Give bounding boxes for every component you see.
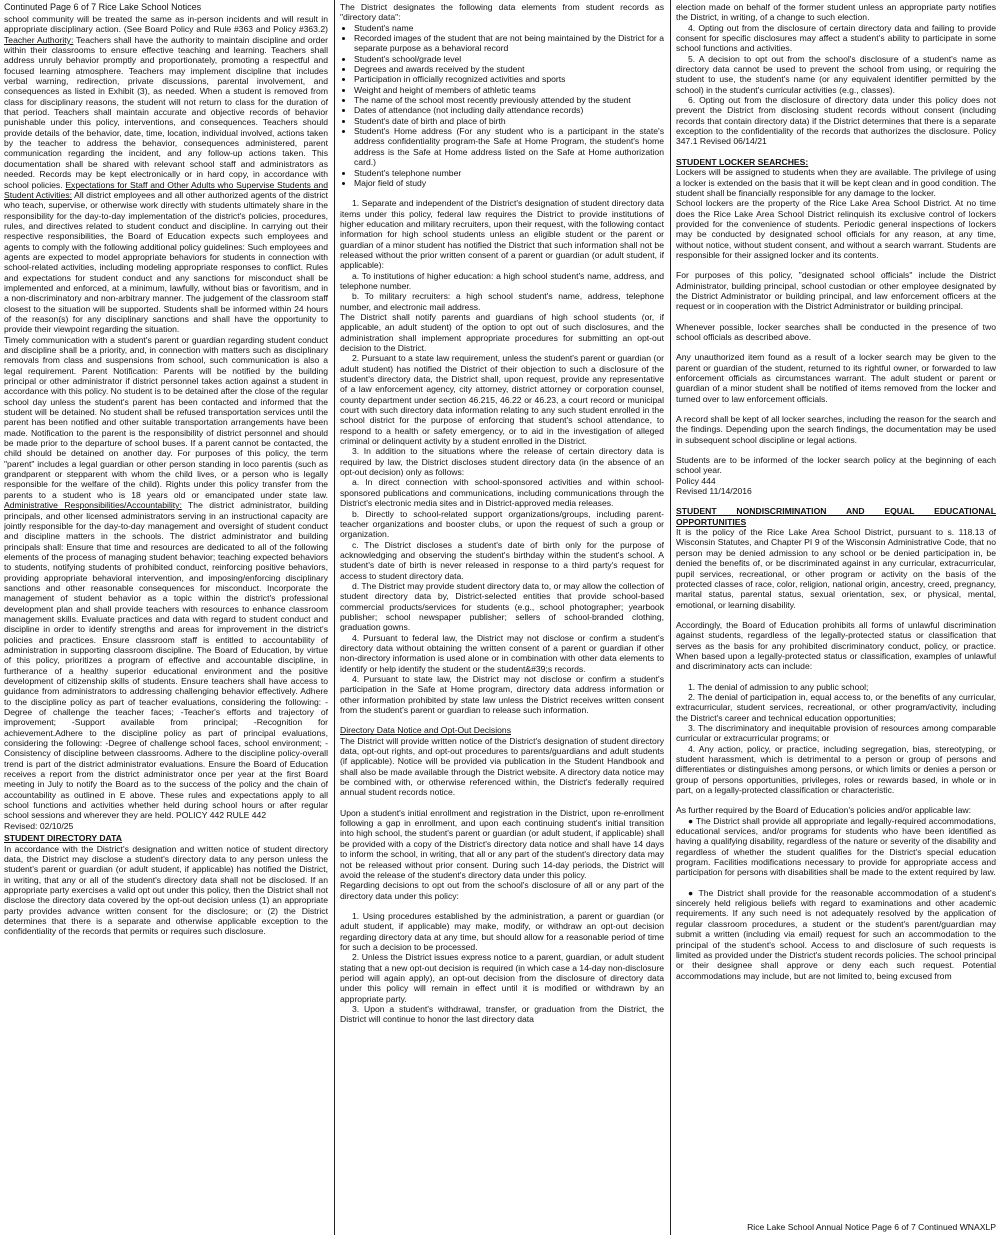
opt-out-item-1: 1. Using procedures established by the administration, a parent or guardian (or adult student, if applicable) may make, modify, or withdraw an opt-out decision regarding directory data at any time, but should allow for a reasonable period of time for such a decision to be processed. (340, 910, 664, 952)
date-of-birth-item: c. The District discloses a student's date of birth only for the purpose of acknowledging and observing the student's birthday within the student's school. A student's date of birth is never released in response to a third party's request for access to student directory data. (340, 539, 664, 581)
list-item: • Degrees and awards received by the student (354, 64, 664, 74)
column-divider (334, 0, 335, 1235)
list-item: • Student's school/grade level (354, 54, 664, 64)
nondiscrimination-paragraph-2: Accordingly, the Board of Education prohibits all forms of unlawful discrimination against students, regardless of the legally-protected status or classification that serves as the basis for any prohibited discriminatory conduct, policy, or practice. When based upon a legally-protected status or classification, examples of unlawful and discriminatory acts can include: (676, 619, 996, 672)
support-organizations-item: b. Directly to school-related support organizations/groups, including parent-teacher organizations and booster clubs, or upon the request of such a group or organization. (340, 508, 664, 540)
nondiscrimination-heading: STUDENT NONDISCRIMINATION AND EQUAL EDUCATIONAL OPPORTUNITIES (676, 506, 996, 527)
list-item: • Weight and height of members of athletic teams (354, 85, 664, 95)
nondiscrimination-item-3: 3. The discriminatory and inequitable provision of resources among comparable curricular or extracurricular programs; or (676, 722, 996, 744)
federal-consent-paragraph: 4. Pursuant to federal law, the District may not disclose or confirm a student's directory data without obtaining the written consent of a parent or guardian if other non-directory information is used alone or in combination with other data elements to identify or help identify the student or the student&#39;s records. (340, 632, 664, 674)
nondiscrimination-paragraph-1: It is the policy of the Rice Lake Area School District, pursuant to s. 118.13 of Wisconsin Statutes, and Chapter PI 9 of the Wisconsin Administrative Code, that no person may be denied admission to any school or be denied participation in, be denied the benefits of, or be discriminated against in any curricular, extracurricular, pupil services, recreational, or other program or activity on the basis of the protected classes of race, color, religion, national origin, ancestry, creed, pregnancy, marital status, parental status, sexual orientation, sex, or physical, mental, emotional, or learning disability. (676, 527, 996, 610)
list-item: • Student's name (354, 23, 664, 33)
locker-paragraph-4: Whenever possible, locker searches shall be conducted in the presence of two school officials as described above. (676, 321, 996, 342)
opt-out-decisions-paragraph: Regarding decisions to opt out from the school's disclosure of all or any part of the directory data under this policy: (340, 880, 664, 901)
written-notice-paragraph: The District will provide written notice of the District's designation of student directory data, opt-out rights, and opt-out procedures to parents/guardians and adult students (if applicable). Notice will be provided via publication in the Student Handbook and shall also be made available through the District website. A directory data notice may be combined with, or otherwise referenced within, the District's federally required annual student records notice. (340, 735, 664, 798)
opt-out-item-6: 6. Opting out from the disclosure of directory data under this policy does not prevent the District from disclosing student records without consent (including records that contain directory data) if the District determines that there is a separate exception to the confidentiality of the records that authorizes the disclosure. Policy 347.1 Revised 06/14/21 (676, 95, 996, 147)
column-divider (670, 0, 671, 1235)
locker-paragraph-1: Lockers will be assigned to students when they are available. The privilege of using a locker is extended on the basis that it will be kept clean and in good condition. The student shall be financially responsible for any damage to the locker. (676, 167, 996, 198)
list-item: • Student's Home address (For any student who is a participant in the state's address confidentiality program-the Safe at Home Program, the student's home address is the Safe at Home address listed on the Safe at Home authorization card.) (354, 126, 664, 167)
list-item: • Dates of attendance (not including daily attendance records) (354, 105, 664, 115)
disclosure-situations-paragraph: 3. In addition to the situations where the release of certain directory data is required by law, the District discloses student directory data (in the absence of an opt-out decision) only as follows: (340, 446, 664, 478)
federal-law-paragraph: 1. Separate and independent of the District's designation of student directory data items under this policy, federal law requires the District to provide institutions of higher education and military recruiters, upon their request, with the following contact information for high school students unless an eligible student or the parent or guardian of a minor student has notified the District that such information shall not be released without the prior written consent of a parent or guardian (or adult student, if applicable): (340, 198, 664, 271)
higher-education-item: a. To institutions of higher education: a high school student's name, address, and telephone number. (340, 270, 664, 291)
locker-searches-heading: STUDENT LOCKER SEARCHES: (676, 156, 809, 167)
religious-accommodations-bullet: ● The District shall provide for the reasonable accommodation of a student's sincerely held religious beliefs with regard to examinations and other academic requirements. If any such need is not adequately resolved by the application of regular classroom procedures, a student or the student's parent/guardian may submit a written (including via email) request for such an accommodation to the principal of the student's school. Access to and disclosure of such requests is limited as provided under the District's student records policies. The school principal or their designee shall approve or deny each such request. Potential accommodations may include, but are not limited to, being excused from (676, 887, 996, 981)
locker-paragraph-2: School lockers are the property of the Rice Lake Area School District. At no time does the Rice Lake Area School District relinquish its exclusive control of lockers provided for the convenience of students. Periodic general inspections of lockers may be conducted by designated school officials for any reason, at any time, without notice, without student consent, and without a search warrant. Students are responsible for their assigned locker and its contents. (676, 198, 996, 260)
opt-out-item-3-continued: election made on behalf of the former student unless an appropriate party notifies the District, in writing, of a change to such election. (676, 2, 996, 23)
list-item: • Major field of study (354, 178, 664, 188)
directory-data-list (340, 23, 664, 189)
locker-revised-date: Revised 11/14/2016 (676, 486, 752, 497)
enrollment-paragraph: Upon a student's initial enrollment and registration in the District, upon re-enrollment following a gap in enrollment, and upon each continuing student's initial transition into high school, the student's parent or guardian (or adult student, if applicable) shall be provided with a copy of the District's directory data notice and shall have 14 days to inform the school, in writing, that all or any part of the student's directory data may not be released without prior consent. During such 14-day periods, the District will avoid the release of the student's directory data under this policy. (340, 807, 664, 880)
communication-paragraph: Timely communication with a student's parent or guardian regarding student conduct and discipline shall be a priority, and, in connection with matters such as disciplinary removals from class and suspensions from school, such communication is also a legal requirement. Parent Notification: Parents will be notified by the building principal or other administrator if district personnel takes action against a student in accordance with this policy. No student is to be detained after the close of the regular school day unless the student's parent has been contacted and informed that the student will be detained. No student shall be refused transportation services until the parent has been notified and other suitable transportation arrangements have been made. Notification to the parent is the responsibility of district personnel and should be made prior to the departure of school buses. If a parent cannot be contacted, the child should be detained on another day. For purposes of this policy, the term "parent" includes a legal guardian or other person standing in loco parentis (such as grandparent or stepparent with whom the child lives, or a person who is legally responsible for the welfare of the child). Rights under this policy transfer from the parents to a student who is 18 years old or emancipated under state law. Administrative Responsibilities/Accountability: The district administrator, building principals, and other licensed administrators serving in an instructional capacity are jointly responsible for the day-to-day management and oversight of student conduct and discipline matters in the schools. The district administrator and building principals shall: Ensure that time and resources are dedicated to all of the following elements of the process of managing student behavior; teaching expected behaviors to students, notifying students of prohibited conduct, reinforcing positive behaviors, providing appropriate behavioral intervention, and imposing/enforcing disciplinary sanctions and other reasonable consequences for misconduct. Incorporate the management of student behavior as a topic within the district's professional development plan and shall provide teachers with resources to enhance classroom management skills. Evaluate practices and data with regard to student conduct and discipline in order to identify strengths and areas for improvement in the district's policies and practices. Ensure classroom staff is entitled to accountability of administration in supporting classroom discipline. The Board of Education, by virtue of this policy, prioritizes a program of effective and accountable discipline, in furtherance of a healthy superior educational environment and the positive development of citizenship skills of students. Ensure teachers shall have access to guidance from administrators to addressing challenging behavior effectively. Adhere to the discipline policy as part of teacher evaluations, considering the following: - Degree of challenge the teacher faces; -Teacher's efforts and trajectory of improvement; -Support available from principal; -Recognition for achievement.Adhere to the discipline policy as part of principal evaluations, considering the following: -Degree of challenge school faces, school environment; -Consistency of discipline between classrooms. Adhere to the discipline policy-overall trend is part of the district administrator evaluations. Ensure the Board of Education receives a report from the district administrator once per year at the first Board meeting in July to notify the Board as to the success of the policy and the chain of accountability as outlined in E above. These rules and expectations apply to all school functions and activities whether held during school hours or after regular school sessions and wherever they are held. POLICY 442 RULE 442 (4, 334, 328, 821)
notice-opt-out-heading: Directory Data Notice and Opt-Out Decisions (340, 725, 511, 736)
directory-data-paragraph: In accordance with the District's designation and written notice of student directory data, the District may disclose a student's directory data to any person unless the student's parent or guardian (or adult student, if applicable) has notified the District, in writing, that any or all of the student's directory data shall not be disclosed. If an appropriate party exercises a valid opt out under this policy, then the District shall not disclose the directory data covered by the opt-out decision unless (1) an appropriate party provides advance written consent for the disclosure; or (2) the District determines that there is a separate and otherwise applicable exception to the confidentiality of the records that permits or requires such disclosure. (4, 843, 328, 937)
locker-paragraph-6: A record shall be kept of all locker searches, including the reason for the search and the findings. Depending upon the search findings, the documentation may be used in subsequent school discipline or legal actions. (676, 414, 996, 445)
state-law-paragraph: 2. Pursuant to a state law requirement, unless the student's parent or guardian (or adult student) has notified the District of their objection to such a disclosure of the student's directory data, the District shall, upon request, provide any representative of a law enforcement agency, city attorney, district attorney or corporation counsel, county department under section 46.215, 46.22 or 46.23, a court record or municipal court with such directory data information relating to any such student enrolled in the school district for the purpose of enforcing that student's school attendance, to respond to a health or safety emergency, or to aid in the investigation of alleged criminal or delinquent activity by a student enrolled in the District. (340, 353, 664, 447)
list-item: • Participation in officially recognized activities and sports (354, 74, 664, 84)
page-header: Continuted Page 6 of 7 Rice Lake School Notices (4, 2, 202, 12)
list-item: • Student's telephone number (354, 168, 664, 178)
list-item: • The name of the school most recently previously attended by the student (354, 95, 664, 105)
directory-data-heading: STUDENT DIRECTORY DATA (4, 833, 122, 844)
school-activities-item: a. In direct connection with school-sponsored activities and within school-sponsored publications and communications, including communications through the District's electronic media sites and in District-approved media releases. (340, 477, 664, 509)
list-item: • Student's date of birth and place of birth (354, 116, 664, 126)
column-3 (676, 0, 996, 1235)
locker-paragraph-3: For purposes of this policy, "designated school officials" include the District Administrator, building principal, school custodian or other employee designated by the District Administrator or building principal, and law enforcement officers at the request or in cooperation with the District Administrator or building principal. (676, 270, 996, 312)
nondiscrimination-item-4: 4. Any action, policy, or practice, including segregation, bias, stereotyping, or student harassment, which is detrimental to a person or group of persons and differentiates or distinguishes among persons, or which limits or denies a person or group of persons opportunities, privileges, roles or rewards based, in whole or in part, on a legally-protected classification or characteristic. (676, 743, 996, 796)
nondiscrimination-paragraph-3: As further required by the Board of Education's policies and/or applicable law: (676, 805, 971, 816)
opt-out-item-5: 5. A decision to opt out from the school's disclosure of a student's name as directory data cannot be used to prevent the school from using, or requiring the student to use, the student's name (or any equivalent identifier permitted by the school) in the student's curricular activities (e.g., classes). (676, 53, 996, 95)
list-item: • Recorded images of the student that are not being maintained by the District for a separate purpose as a behavioral record (354, 33, 664, 54)
opt-out-item-3: 3. Upon a student's withdrawal, transfer, or graduation from the District, the District will continue to honor the last directory data (340, 1003, 664, 1025)
opt-out-notification-paragraph: The District shall notify parents and guardians of high school students (or, if applicable, an adult student) of the option to opt out of such disclosures, and the administration shall implement appropriate procedures for submitting an opt-out decision to the District. (340, 311, 664, 353)
opt-out-item-4: 4. Opting out from the disclosure of certain directory data and failing to provide consent for specific disclosures may affect a student's ability to participate in some school functions and activities. (676, 22, 996, 54)
safe-at-home-paragraph: 4. Pursuant to state law, the District may not disclose or confirm a student's participation in the Safe at Home program, directory data address information or other information prohibited by state law unless the District receives written consent from the student's parent or guardian to release such information. (340, 674, 664, 716)
column-1 (4, 0, 328, 1235)
staff-expectations-heading: Expectations for Staff and Other Adults who Supervise Students and Student Activities: (4, 179, 328, 200)
disability-accommodations-bullet: ● The District shall provide all appropriate and legally-required accommodations, educational services, and/or programs for students who have been identified as having a qualifying disability, regardless of the nature or severity of the disability and regardless of whether the student qualifies for the District's special education program. Facilities modifications necessary to provide for appropriate access and participation for persons with disabilities shall be made to the extent required by law. (676, 815, 996, 878)
teacher-authority-heading: Teacher Authority: (4, 34, 74, 45)
directory-intro: The District designates the following data elements from student records as "directory data": (340, 2, 664, 23)
revised-date: Revised: 02/10/25 (4, 820, 74, 831)
locker-paragraph-5: Any unauthorized item found as a result of a locker search may be given to the parent or guardian of the student, returned to its rightful owner, or forwarded to law enforcement officials as circumstances warrant. The adult student or parent or guardian of a minor student shall be notified of items removed from the locker and turned over to law enforcement officials. (676, 352, 996, 404)
locker-paragraph-7: Students are to be informed of the locker search policy at the beginning of each school year. (676, 455, 996, 476)
commercial-entities-item: d. The District may provide student directory data to, or may allow the collection of student directory data by, District-selected entities that provide school-based commercial products/services for students (e.g., school photographer; yearbook publisher; school newspaper publisher; sellers of school-branded clothing, graduation gowns. (340, 580, 664, 633)
page-footer: Rice Lake School Annual Notice Page 6 of 7 Continued WNAXLP (747, 1222, 996, 1232)
admin-responsibilities-heading: Administrative Responsibilities/Accountability: (4, 500, 182, 511)
column-2 (340, 0, 664, 1235)
nondiscrimination-item-2: 2. The denial of participation in, equal access to, or the benefits of any curricular, extracurricular, student services, recreational, or other program/activity, including the District's career and technical education opportunities; (676, 691, 996, 723)
locker-policy-number: Policy 444 (676, 475, 716, 486)
opt-out-item-2: 2. Unless the District issues express notice to a parent, guardian, or adult student stating that a new opt-out decision is required (in which case a 14-day non-disclosure period will again apply), an opt-out decision from the disclosure of directory data under this policy will remain in effect until it is modified or withdrawn by an appropriate party. (340, 952, 664, 1004)
discipline-paragraph: school community will be treated the same as in-person incidents and will result in appropriate disciplinary action. (See Board Policy and Rule #363 and Policy #363.2) Teacher Authority: Teachers shall have the authority to maintain discipline and order within their classrooms to ensure effective teaching and learning. Teachers shall address unruly behavior promptly and proportionately, promoting a respectful and focused learning atmosphere. Teachers may implement discipline that includes verbal warning, redirection, private discussions, parental involvement, and consequences as listed in Exhibit (3), as needed. When a student is removed from class for disciplinary reasons, the student will not return to class for the duration of that period. Teachers shall maintain accurate and objective records of behavior punishable under this policy, interventions, and consequences. Teachers should provide details of the behavior, date, time, location, individual involved, actions taken by the teacher to address the behavior, consequences administered, parent communication regarding the incident, and any follow-up actions taken. This documentation shall be shared with relevant school staff and administrators as needed. Records may be kept electronically or in hard copy, in accordance with school policies. Expectations for Staff and Other Adults who Supervise Students and Student Activities: All district employees and all other authorized agents of the district who teach, supervise, or otherwise work directly with students ultimately share in the responsibility for the day-to-day implementation of the district's policies, procedures, rules, and directives related to student conduct and discipline. In carrying out their respective responsibilities, the Board of Education expects such employees and agents to comply with the following additional policy guidelines: Such employees and agents are expected to model appropriate behaviors for students in connection with school-related activities, including modeling appropriate responses to conflict. Rules and expectations for student conduct and any sanctions for misconduct shall be implemented and enforced, at a minimum, lawfully, without bias or favoritism, and in a non-discriminatory and non-arbitrary manner. The judgement of the classroom staff closest to the situation will be supported. Students shall be informed within 24 hours of the reason(s) for any disciplinary sanctions and shall have the opportunity to provide their viewpoint regarding the situation. (4, 14, 328, 335)
nondiscrimination-item-1: 1. The denial of admission to any public school; (688, 681, 869, 692)
military-recruiters-item: b. To military recruiters: a high school student's name, address, telephone number, and electronic mail address. (340, 291, 664, 312)
